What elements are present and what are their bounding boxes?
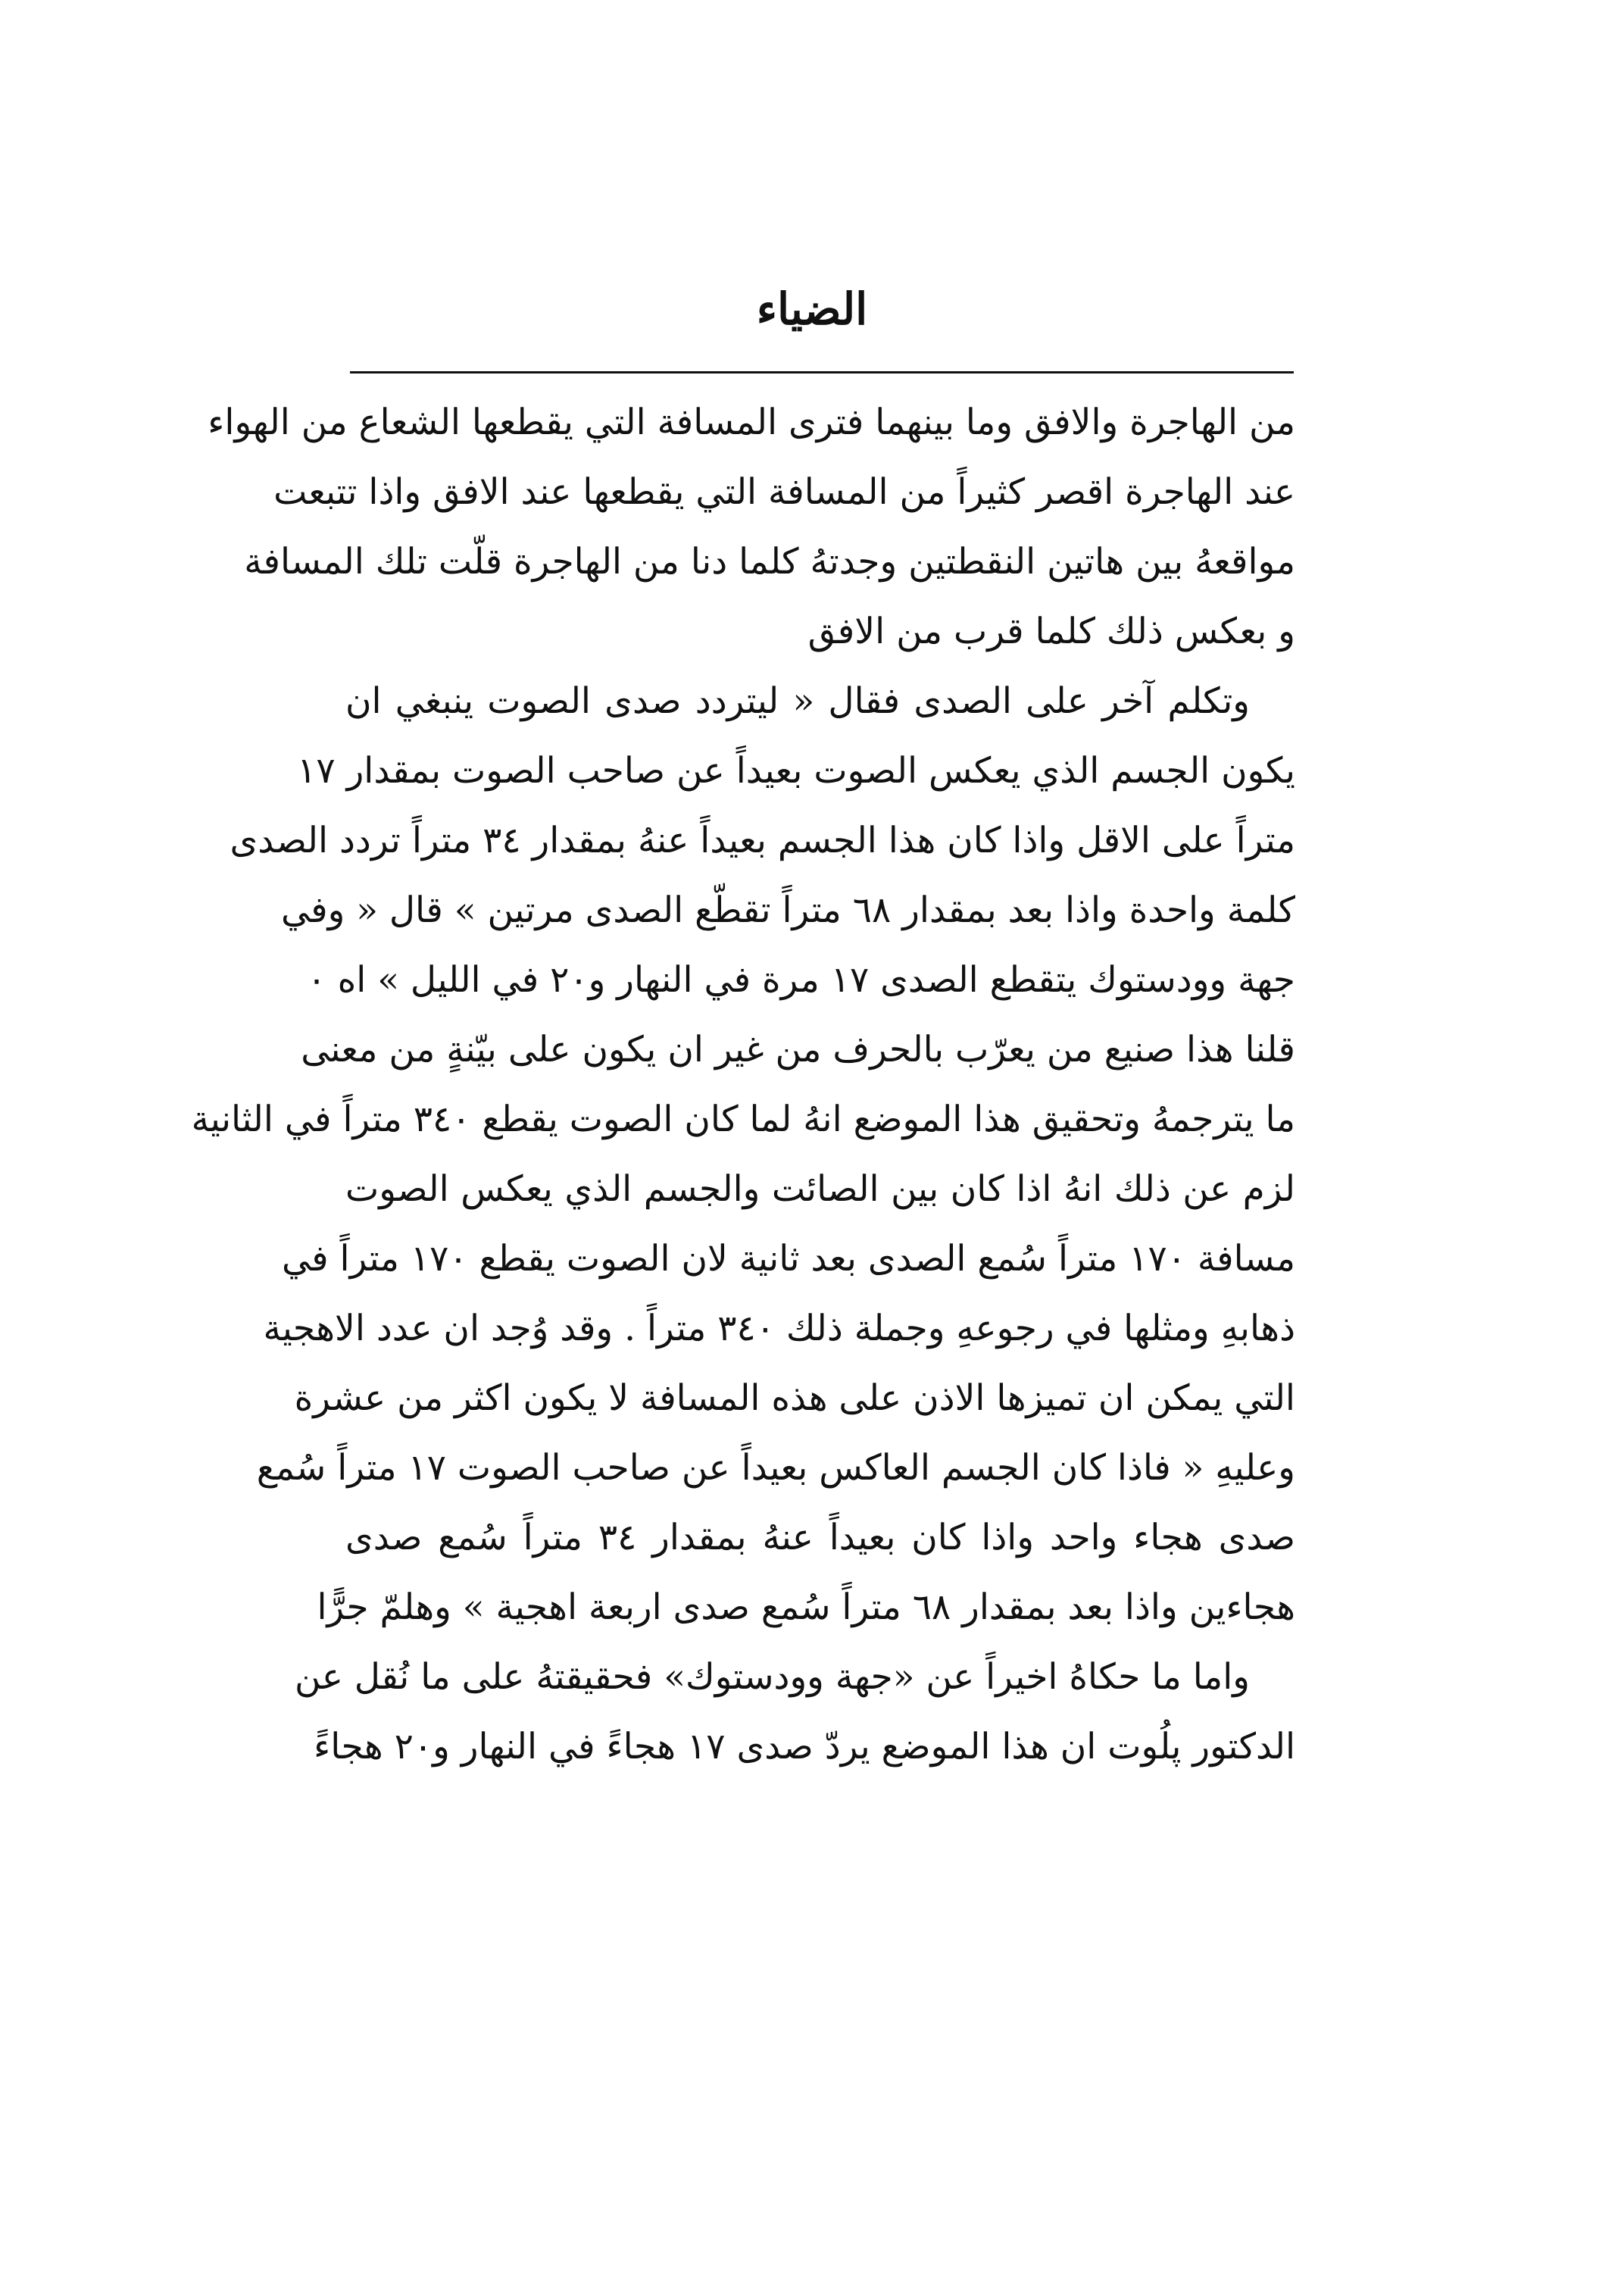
text-line: لزم عن ذلك انهُ اذا كان بين الصائت والجسم الذي يعكس الصوت (345, 1168, 1295, 1210)
text-line: مواقعهُ بين هاتين النقطتين وجدتهُ كلما دنا من الهاجرة قلّت تلك المسافة (244, 541, 1295, 583)
text-line: قلنا هذا صنيع من يعرّب بالحرف من غير ان يكون على بيّنةٍ من معنى (301, 1029, 1295, 1070)
text-line: التي يمكن ان تميزها الاذن على هذه المسافة لا يكون اكثر من عشرة (294, 1377, 1295, 1419)
text-line: جهة وودستوك يتقطع الصدى ١٧ مرة في النهار و٢٠ في الليل » اه ٠ (307, 959, 1295, 1001)
text-line: ذهابهِ ومثلها في رجوعهِ وجملة ذلك ٣٤٠ متراً . وقد وُجد ان عدد الاهجية (263, 1308, 1295, 1349)
running-header-title: الضياء (756, 283, 868, 335)
text-line: وتكلم آخر على الصدى فقال « ليتردد صدى الصوت ينبغي ان (345, 680, 1250, 722)
text-line: مسافة ١٧٠ متراً سُمع الصدى بعد ثانية لان الصوت يقطع ١٧٠ متراً في (281, 1238, 1295, 1280)
text-line: من الهاجرة والافق وما بينهما فترى المسافة التي يقطعها الشعاع من الهواء (208, 402, 1295, 443)
text-line: الدكتور پلُوت ان هذا الموضع يردّ صدى ١٧ هجاءً في النهار و٢٠ هجاءً (314, 1726, 1295, 1767)
body-text (191, 388, 1295, 1782)
text-line: واما ما حكاهُ اخيراً عن «جهة وودستوك» فحقيقتهُ على ما نُقل عن (295, 1656, 1250, 1698)
text-line: متراً على الاقل واذا كان هذا الجسم بعيداً عنهُ بمقدار ٣٤ متراً تردد الصدى (230, 820, 1295, 861)
text-line: كلمة واحدة واذا بعد بمقدار ٦٨ متراً تقطّع الصدى مرتين » قال « وفي (280, 889, 1295, 931)
text-line: هجاءين واذا بعد بمقدار ٦٨ متراً سُمع صدى اربعة اهجية » وهلمّ جرًّا (317, 1586, 1295, 1628)
header-rule (350, 371, 1294, 373)
text-line: يكون الجسم الذي يعكس الصوت بعيداً عن صاحب الصوت بمقدار ١٧ (297, 750, 1295, 792)
text-line: و بعكس ذلك كلما قرب من الافق (807, 611, 1295, 652)
text-line: ما يترجمهُ وتحقيق هذا الموضع انهُ لما كان الصوت يقطع ٣٤٠ متراً في الثانية (191, 1099, 1295, 1140)
text-line: عند الهاجرة اقصر كثيراً من المسافة التي يقطعها عند الافق واذا تتبعت (273, 471, 1295, 513)
text-line: صدى هجاء واحد واذا كان بعيداً عنهُ بمقدار ٣٤ متراً سُمع صدى (345, 1517, 1295, 1558)
text-line: وعليهِ « فاذا كان الجسم العاكس بعيداً عن صاحب الصوت ١٧ متراً سُمع (256, 1447, 1295, 1489)
